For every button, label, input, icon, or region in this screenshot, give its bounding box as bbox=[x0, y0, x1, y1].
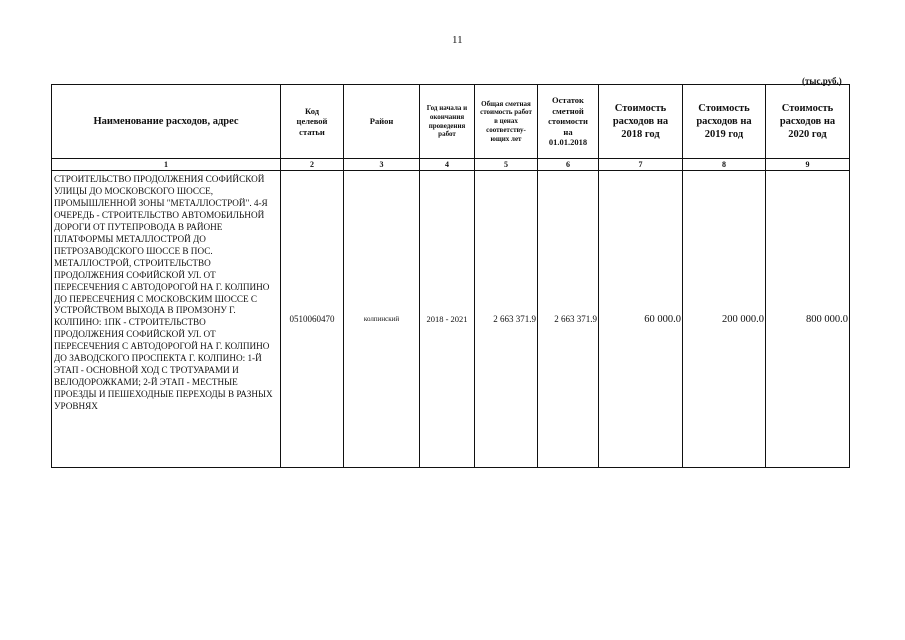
cost-2020: 800 000.0 bbox=[766, 171, 850, 468]
header-name: Наименование расходов, адрес bbox=[52, 85, 281, 159]
district: колпинский bbox=[344, 171, 420, 468]
header-district: Район bbox=[344, 85, 420, 159]
total-cost: 2 663 371.9 bbox=[475, 171, 538, 468]
column-number: 6 bbox=[538, 159, 599, 171]
column-number: 7 bbox=[599, 159, 683, 171]
work-years: 2018 - 2021 bbox=[420, 171, 475, 468]
header-cost-2018: Стоимость расходов на 2018 год bbox=[599, 85, 683, 159]
cost-2019: 200 000.0 bbox=[683, 171, 766, 468]
page-number: 11 bbox=[452, 34, 463, 46]
budget-table bbox=[51, 84, 850, 468]
column-number: 9 bbox=[766, 159, 850, 171]
header-years: Год начала и окончания проведения работ bbox=[420, 85, 475, 159]
expense-name: СТРОИТЕЛЬСТВО ПРОДОЛЖЕНИЯ СОФИЙСКОЙ УЛИЦЫ ДО МОСКОВСКОГО ШОССЕ, ПРОМЫШЛЕННОЙ ЗОНЫ "МЕТАЛЛОСТРОЙ". 4-Я ОЧЕРЕДЬ - СТРОИТЕЛЬСТВО АВТОМОБИЛЬНОЙ ДОРОГИ ОТ ПУТЕПРОВОДА В РАЙОНЕ ПЛАТФОРМЫ МЕТАЛЛОСТРОЙ ДО ПЕТРОЗАВОДСКОГО ШОССЕ В ПОС. МЕТАЛЛОСТРОЙ, СТРОИТЕЛЬСТВО ПРОДОЛЖЕНИЯ СОФИЙСКОЙ УЛ. ОТ ПЕРЕСЕЧЕНИЯ С АВТОДОРОГОЙ НА Г. КОЛПИНО ДО ПЕРЕСЕЧЕНИЯ С МОСКОВСКИМ ШОССЕ С УСТРОЙСТВОМ ВЫХОДА В ПРОМЗОНУ Г. КОЛПИНО: 1ПК - СТРОИТЕЛЬСТВО ПРОДОЛЖЕНИЯ СОФИЙСКОЙ УЛ. ОТ ПЕРЕСЕЧЕНИЯ С АВТОДОРОГОЙ НА Г. КОЛПИНО ДО ЗАВОДСКОГО ПРОСПЕКТА Г. КОЛПИНО: 1-Й ЭТАП - ОСНОВНОЙ ХОД С ТРОТУАРАМИ И ВЕЛОДОРОЖКАМИ; 2-Й ЭТАП - МЕСТНЫЕ ПРОЕЗДЫ И ПЕШЕХОДНЫЕ ПЕРЕХОДЫ В РАЗНЫХ УРОВНЯХ bbox=[52, 171, 281, 468]
column-number-row bbox=[52, 159, 850, 171]
units-label: (тыс.руб.) bbox=[802, 76, 842, 86]
column-number: 8 bbox=[683, 159, 766, 171]
remaining-cost: 2 663 371.9 bbox=[538, 171, 599, 468]
column-number: 4 bbox=[420, 159, 475, 171]
header-cost-2020: Стоимость расходов на 2020 год bbox=[766, 85, 850, 159]
column-number: 5 bbox=[475, 159, 538, 171]
header-total-cost: Общая сметная стоимость работ в ценах соответству-ющих лет bbox=[475, 85, 538, 159]
header-cost-2019: Стоимость расходов на 2019 год bbox=[683, 85, 766, 159]
column-number: 3 bbox=[344, 159, 420, 171]
target-code: 0510060470 bbox=[281, 171, 344, 468]
cost-2018: 60 000.0 bbox=[599, 171, 683, 468]
column-number: 1 bbox=[52, 159, 281, 171]
header-row bbox=[52, 85, 850, 159]
column-number: 2 bbox=[281, 159, 344, 171]
table-row bbox=[52, 171, 850, 468]
header-remaining-cost: Остаток сметной стоимости на 01.01.2018 bbox=[538, 85, 599, 159]
header-code: Код целевой статьи bbox=[281, 85, 344, 159]
